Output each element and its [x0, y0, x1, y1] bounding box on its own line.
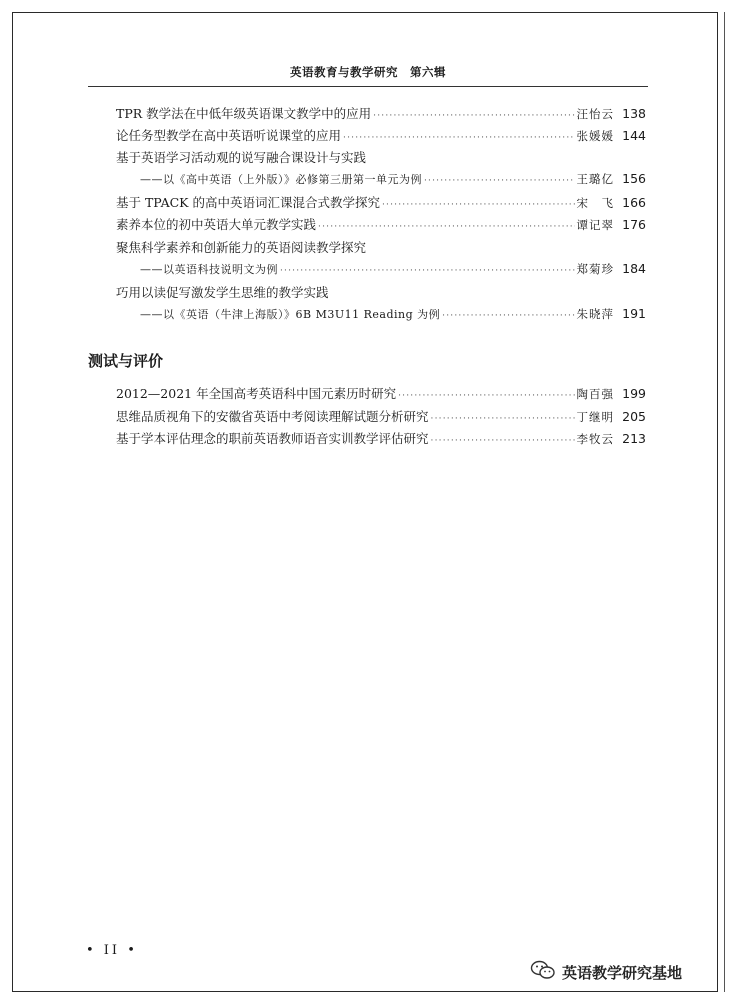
toc-entry-title: 基于学本评估理念的职前英语教师语音实训教学评估研究	[116, 431, 429, 446]
toc-entry-author: 王璐亿	[576, 172, 614, 186]
toc-entry-title: 2012—2021 年全国高考英语科中国元素历时研究	[116, 386, 397, 401]
toc-entry-author: 宋 飞	[576, 196, 614, 210]
toc-entry-title: 论任务型教学在高中英语听说课堂的应用	[116, 128, 342, 143]
toc-entry-subtitle[interactable]	[140, 261, 646, 283]
toc-entry[interactable]	[116, 126, 646, 148]
toc-entry-page: 166	[622, 195, 646, 210]
toc-entry-author: 陶百强	[576, 387, 614, 401]
toc-entry-page: 205	[622, 409, 646, 424]
leader-dots	[431, 414, 575, 424]
toc-entry[interactable]	[116, 429, 646, 451]
toc-entry-page: 191	[622, 306, 646, 321]
header-rule	[88, 86, 648, 87]
leader-dots	[442, 311, 574, 321]
leader-dots	[280, 266, 575, 276]
page-edge-line	[724, 12, 725, 992]
leader-dots	[343, 133, 574, 143]
leader-dots	[373, 111, 574, 121]
toc-entry-page: 184	[622, 261, 646, 276]
toc-entry[interactable]	[116, 407, 646, 429]
toc-entry-author: 丁继明	[576, 410, 614, 424]
toc-entry-subtitle-text: ——以《英语（牛津上海版）》6B M3U11 Reading 为例	[140, 308, 441, 321]
toc-entry-heading[interactable]	[116, 148, 646, 170]
leader-dots	[398, 391, 574, 401]
toc-entry-author: 谭记翠	[576, 218, 614, 232]
toc-entry-subtitle-text: ——以英语科技说明文为例	[140, 263, 278, 276]
toc-entry-page: 176	[622, 217, 646, 232]
section-heading: 测试与评价	[88, 352, 164, 370]
leader-dots	[382, 200, 575, 210]
toc-entry-title: 思维品质视角下的安徽省英语中考阅读理解试题分析研究	[116, 409, 429, 424]
toc-entry-subtitle[interactable]	[140, 306, 646, 328]
toc-entry[interactable]	[116, 193, 646, 215]
toc-entry[interactable]	[116, 384, 646, 406]
toc-entry-author: 朱晓萍	[576, 307, 614, 321]
wechat-icon	[530, 960, 556, 984]
toc-entry-title: 巧用以读促写激发学生思维的教学实践	[116, 285, 329, 300]
running-head: 英语教育与教学研究 第六辑	[290, 65, 446, 79]
toc-entry-subtitle-text: ——以《高中英语（上外版）》必修第三册第一单元为例	[140, 173, 422, 186]
leader-dots	[318, 222, 574, 232]
toc-entry-title: 基于 TPACK 的高中英语词汇课混合式教学探究	[116, 195, 380, 210]
toc-entry-author: 张媛媛	[576, 129, 614, 143]
toc-entry-title: TPR 教学法在中低年级英语课文教学中的应用	[116, 106, 372, 121]
watermark	[530, 960, 682, 984]
toc-entry-author: 李牧云	[576, 432, 614, 446]
toc-entry-title: 基于英语学习活动观的说写融合课设计与实践	[116, 150, 367, 165]
toc-entry-title: 聚焦科学素养和创新能力的英语阅读教学探究	[116, 240, 367, 255]
toc-entry-page: 144	[622, 128, 646, 143]
leader-dots	[424, 176, 575, 186]
toc-entry-page: 199	[622, 386, 646, 401]
toc-entry-author: 汪怡云	[576, 107, 614, 121]
toc-entry-heading[interactable]	[116, 238, 646, 260]
toc-entry-subtitle[interactable]	[140, 171, 646, 193]
leader-dots	[431, 436, 575, 446]
toc-entry[interactable]	[116, 215, 646, 237]
toc-entry-page: 213	[622, 431, 646, 446]
toc-entry-page: 138	[622, 106, 646, 121]
watermark-text: 英语教学研究基地	[562, 963, 683, 982]
toc-entry-heading[interactable]	[116, 283, 646, 305]
page-number: • II •	[86, 943, 138, 958]
toc-entry-author: 郑菊珍	[576, 262, 614, 276]
toc-entry-page: 156	[622, 171, 646, 186]
toc-entry-title: 素养本位的初中英语大单元教学实践	[116, 217, 317, 232]
toc-entry[interactable]	[116, 104, 646, 126]
